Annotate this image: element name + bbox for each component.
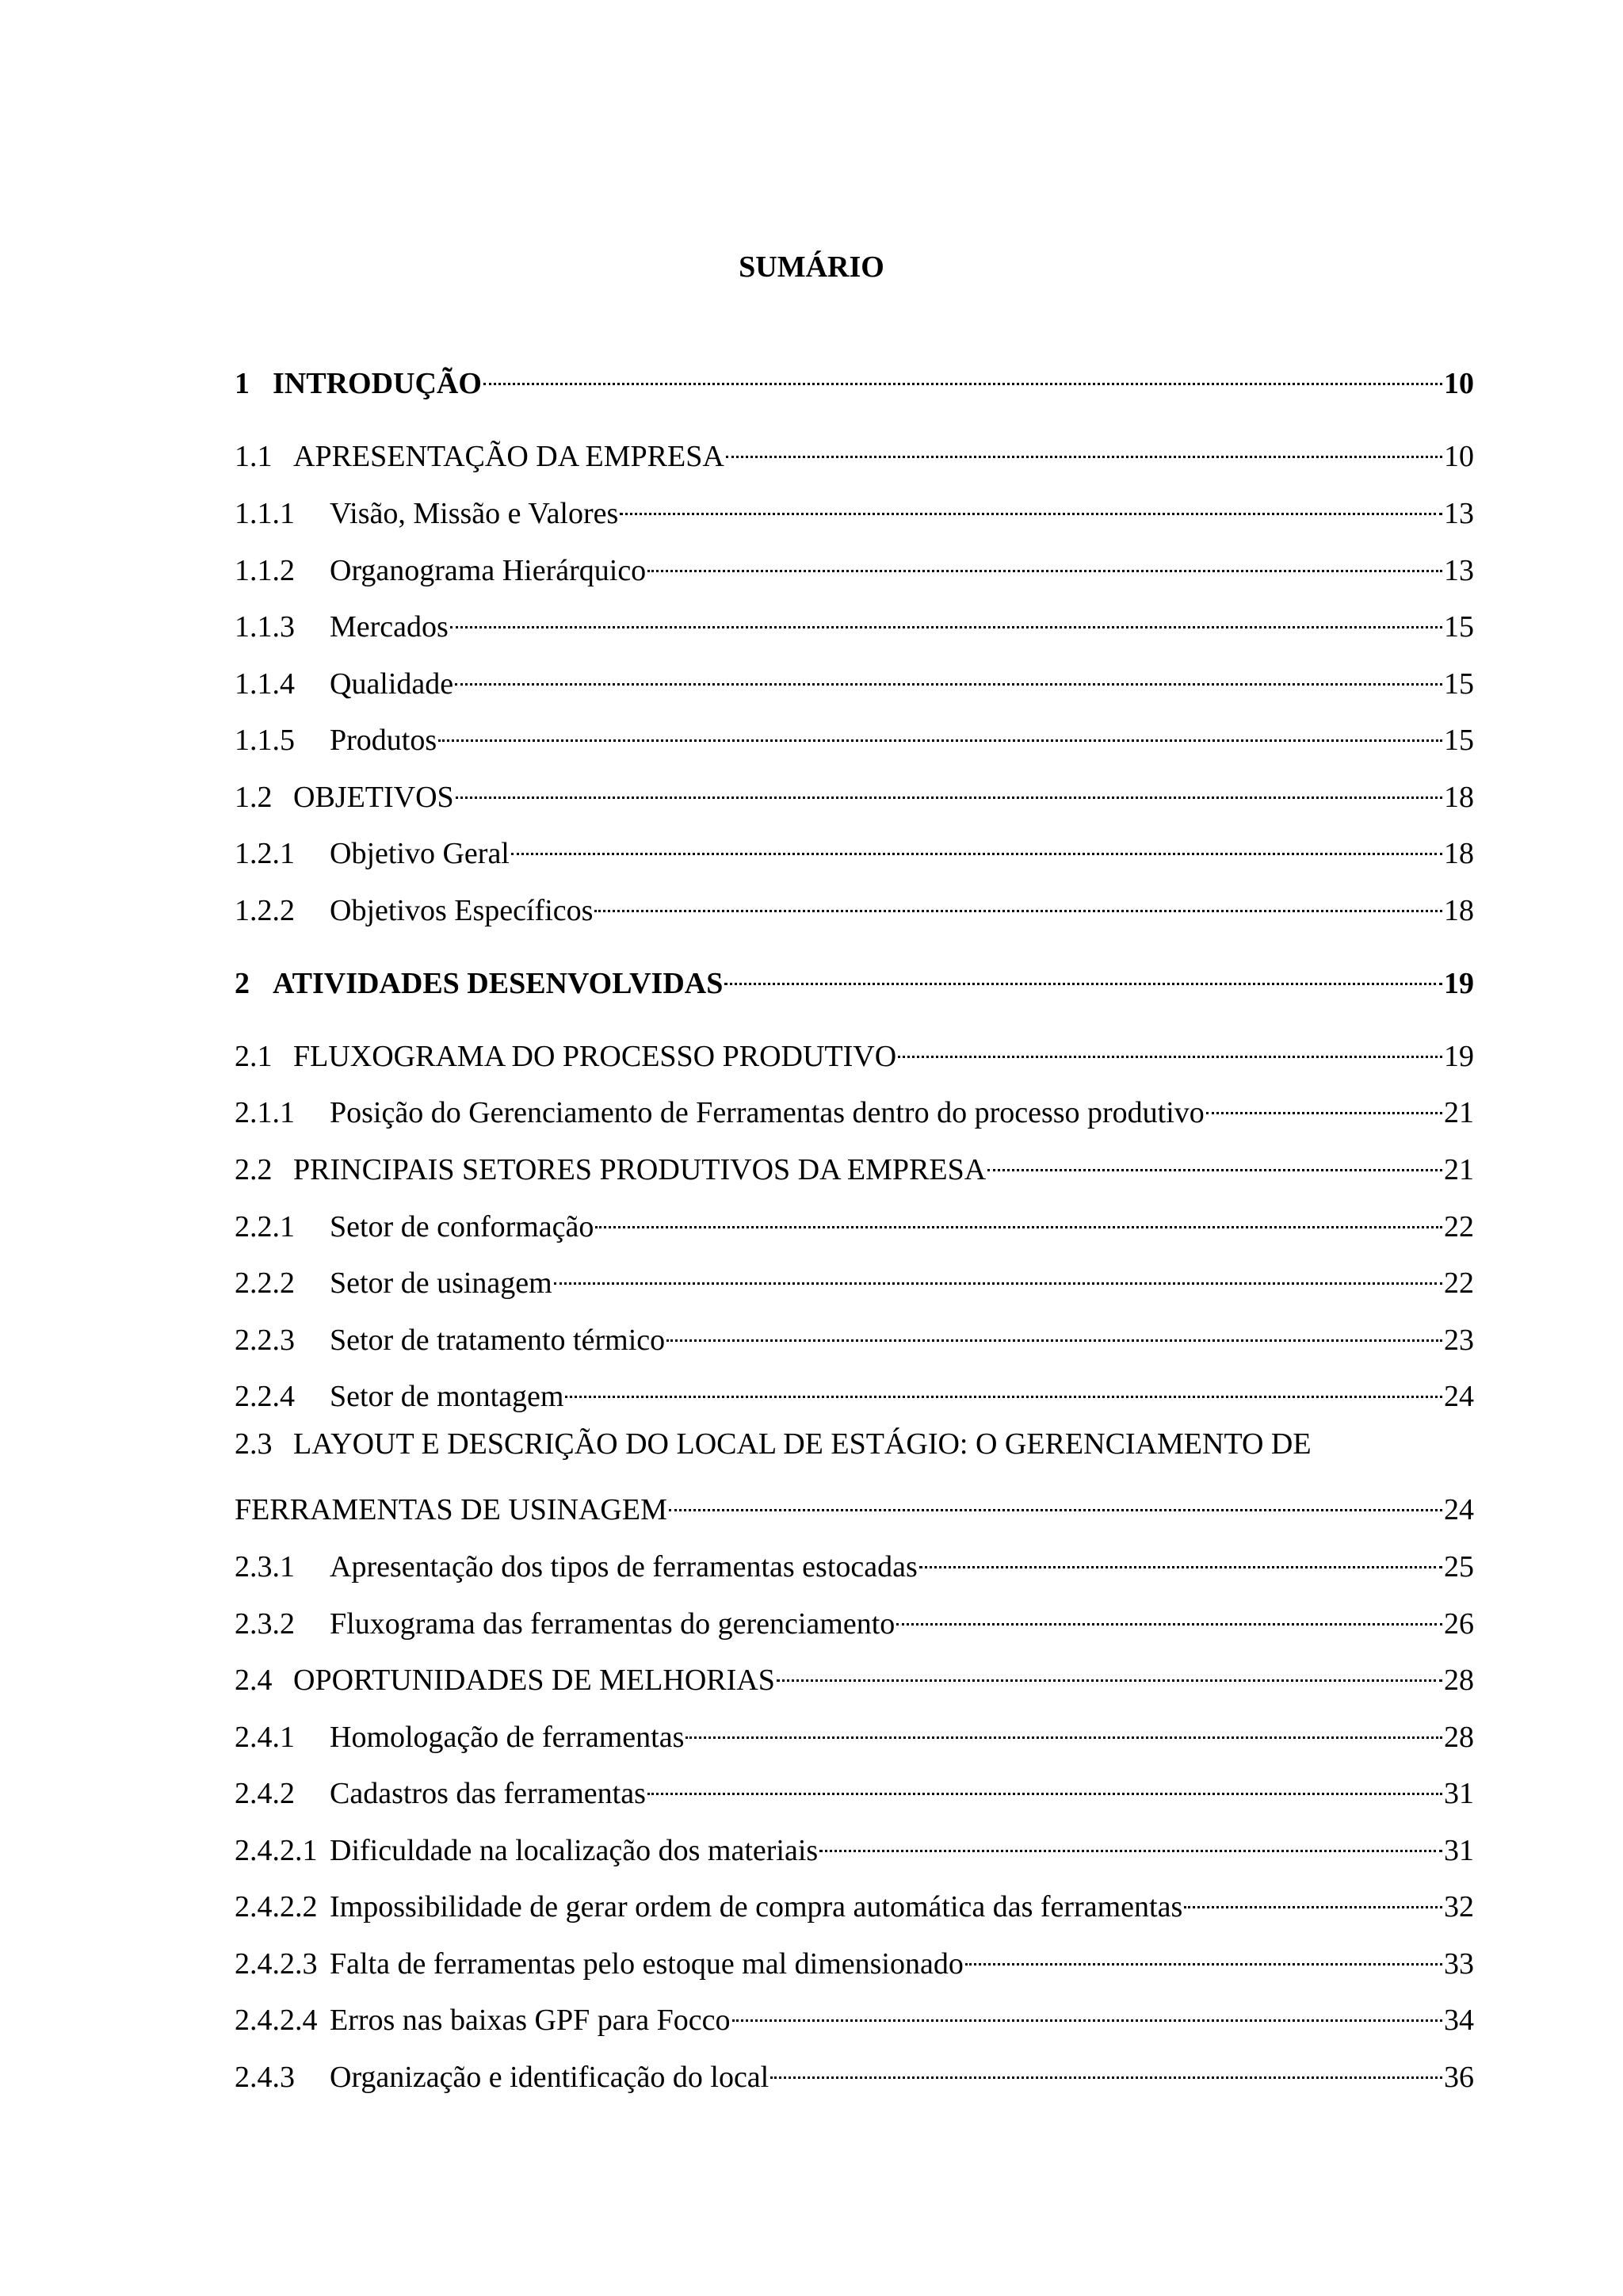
toc-entry[interactable] [235, 1084, 1474, 1129]
toc-entry-page: 31 [1444, 1834, 1474, 1867]
toc-entry-page: 15 [1444, 610, 1474, 644]
toc-entry[interactable] [235, 1425, 1474, 1463]
toc-entry-title-continuation: FERRAMENTAS DE USINAGEM [235, 1493, 667, 1526]
toc-entry-page: 26 [1444, 1607, 1474, 1641]
toc-entry-title: ATIVIDADES DESENVOLVIDAS [273, 967, 724, 1000]
toc-entry-page: 22 [1444, 1266, 1474, 1300]
toc-entry[interactable] [235, 1028, 1474, 1073]
toc-entry-number: 1.2.1 [235, 837, 295, 870]
toc-entry-number: 1.1.4 [235, 667, 295, 701]
toc-entry[interactable] [235, 542, 1474, 587]
toc-entry-number: 1.1.2 [235, 554, 295, 587]
dot-leader [438, 712, 1442, 750]
toc-entry-number: 2 [235, 967, 250, 1000]
toc-entry[interactable] [235, 882, 1474, 927]
toc-entry-title: Organograma Hierárquico [330, 554, 647, 587]
dot-leader [565, 1368, 1442, 1406]
toc-entry-page: 28 [1444, 1664, 1474, 1697]
toc-entry-page: 13 [1444, 554, 1474, 587]
dot-leader [777, 1652, 1442, 1690]
toc-entry-page: 33 [1444, 1947, 1474, 1981]
toc-entry-title: Dificuldade na localização dos materiais [330, 1834, 819, 1867]
toc-entry-number: 2.2.3 [235, 1324, 295, 1357]
toc-entry-title: INTRODUÇÃO [273, 367, 482, 400]
toc-entry-page: 19 [1444, 1040, 1474, 1073]
toc-entry-number: 1.1 [235, 440, 273, 473]
toc-entry-page: 24 [1444, 1493, 1474, 1526]
toc-entry-number: 2.4 [235, 1664, 273, 1697]
toc-entry-title: Qualidade [330, 667, 454, 701]
toc-entry-title: Organização e identificação do local [330, 2061, 769, 2094]
toc-entry-title: Produtos [330, 724, 437, 757]
dot-leader [896, 1595, 1442, 1633]
toc-entry[interactable] [235, 428, 1474, 473]
toc-entry-page: 25 [1444, 1550, 1474, 1584]
toc-entry[interactable] [235, 1935, 1474, 1981]
toc-entry[interactable] [235, 1255, 1474, 1300]
toc-entry[interactable] [235, 2049, 1474, 2094]
toc-entry[interactable] [235, 1765, 1474, 1810]
toc-entry[interactable] [235, 1992, 1474, 2037]
toc-entry-page: 18 [1444, 894, 1474, 927]
toc-entry-number: 2.4.2.3 [235, 1947, 318, 1981]
toc-entry-title: Falta de ferramentas pelo estoque mal dimensionado [330, 1947, 964, 1981]
toc-entry-page: 15 [1444, 724, 1474, 757]
dot-leader [965, 1935, 1442, 1973]
dot-leader [1184, 1878, 1442, 1916]
toc-entry-number: 2.3 [235, 1427, 273, 1461]
toc-entry-title: Objetivos Específicos [330, 894, 594, 927]
toc-entry-title: Cadastros das ferramentas [330, 1777, 646, 1810]
toc-entry-page: 22 [1444, 1210, 1474, 1244]
toc-entry-title: Fluxograma das ferramentas do gerenciamento [330, 1607, 896, 1641]
toc-entry[interactable] [235, 1652, 1474, 1697]
toc-entry-title: OBJETIVOS [293, 781, 454, 814]
dot-leader [819, 1822, 1442, 1860]
toc-entry-page: 24 [1444, 1380, 1474, 1413]
toc-entry-title: Homologação de ferramentas [330, 1721, 685, 1754]
toc-entry-title: PRINCIPAIS SETORES PRODUTIVOS DA EMPRESA [293, 1153, 987, 1186]
toc-entry-title: FLUXOGRAMA DO PROCESSO PRODUTIVO [293, 1040, 897, 1073]
toc-entry-title: OPORTUNIDADES DE MELHORIAS [293, 1664, 775, 1697]
toc-entry-title: Visão, Missão e Valores [330, 497, 619, 530]
toc-entry[interactable] [235, 1312, 1474, 1357]
toc-entry-title: Setor de usinagem [330, 1266, 552, 1300]
toc-entry[interactable] [235, 655, 1474, 701]
toc-entry-title: LAYOUT E DESCRIÇÃO DO LOCAL DE ESTÁGIO: O GERENCIAMENTO DE [293, 1427, 1312, 1461]
toc-entry-number: 2.1 [235, 1040, 273, 1073]
dot-leader [511, 825, 1442, 863]
toc-entry-page: 18 [1444, 781, 1474, 814]
toc-entry[interactable] [235, 1709, 1474, 1754]
toc-entry-number: 1.1.3 [235, 610, 295, 644]
dot-leader [647, 1765, 1442, 1803]
toc-entry-number: 1.2 [235, 781, 273, 814]
toc-entry[interactable] [235, 1595, 1474, 1641]
dot-leader [620, 485, 1442, 523]
toc-entry-page: 10 [1444, 440, 1474, 473]
toc-entry-title: Objetivo Geral [330, 837, 510, 870]
toc-entry-title: APRESENTAÇÃO DA EMPRESA [293, 440, 724, 473]
toc-entry[interactable] [235, 355, 1474, 400]
dot-leader [898, 1028, 1442, 1066]
toc-entry-number: 2.2 [235, 1153, 273, 1186]
toc-entry-page: 21 [1444, 1096, 1474, 1129]
toc-entry-number: 2.4.2 [235, 1777, 295, 1810]
dot-leader [770, 2049, 1442, 2087]
toc-entry-page: 13 [1444, 497, 1474, 530]
toc-entry[interactable] [235, 598, 1474, 644]
toc-entry-title: Setor de montagem [330, 1380, 564, 1413]
toc-entry-page: 31 [1444, 1777, 1474, 1810]
toc-entry-number: 2.2.2 [235, 1266, 295, 1300]
dot-leader [685, 1709, 1442, 1747]
toc-entry-title: Erros nas baixas GPF para Focco [330, 2004, 731, 2037]
dot-leader [594, 882, 1442, 920]
toc-entry-number: 2.2.4 [235, 1380, 295, 1413]
toc-entry-page: 32 [1444, 1890, 1474, 1924]
toc-entry-number: 2.4.2.1 [235, 1834, 318, 1867]
toc-entry[interactable] [235, 1878, 1474, 1924]
page-title: SUMÁRIO [739, 250, 884, 284]
toc-entry-page: 18 [1444, 837, 1474, 870]
toc-entry-page: 36 [1444, 2061, 1474, 2094]
dot-leader [450, 598, 1442, 636]
toc-entry-number: 2.4.2.4 [235, 2004, 318, 2037]
dot-leader [647, 542, 1442, 580]
dot-leader [554, 1255, 1442, 1293]
toc-entry[interactable] [235, 712, 1474, 757]
dot-leader [724, 955, 1442, 993]
toc-entry-title: Apresentação dos tipos de ferramentas estocadas [330, 1550, 918, 1584]
toc-entry-page: 23 [1444, 1324, 1474, 1357]
dot-leader [726, 428, 1442, 466]
toc-entry-number: 1.1.1 [235, 497, 295, 530]
toc-entry-page: 34 [1444, 2004, 1474, 2037]
toc-entry-continuation[interactable] [235, 1481, 1474, 1526]
toc-entry[interactable] [235, 1141, 1474, 1186]
toc-entry[interactable] [235, 1198, 1474, 1244]
toc-entry-title: Setor de conformação [330, 1210, 594, 1244]
dot-leader [456, 769, 1442, 807]
dot-leader [595, 1198, 1442, 1236]
toc-entry[interactable] [235, 485, 1474, 530]
dot-leader [666, 1312, 1442, 1350]
toc-entry-page: 19 [1444, 967, 1474, 1000]
toc-entry-number: 2.4.3 [235, 2061, 295, 2094]
toc-entry-page: 21 [1444, 1153, 1474, 1186]
toc-entry-page: 15 [1444, 667, 1474, 701]
dot-leader [987, 1141, 1442, 1179]
dot-leader [919, 1538, 1442, 1576]
toc-entry[interactable] [235, 769, 1474, 814]
toc-entry[interactable] [235, 1368, 1474, 1413]
toc-entry-number: 2.1.1 [235, 1096, 295, 1129]
toc-entry[interactable] [235, 1538, 1474, 1584]
toc-entry-title: Mercados [330, 610, 449, 644]
toc-entry-number: 2.4.1 [235, 1721, 295, 1754]
toc-entry-number: 1.2.2 [235, 894, 295, 927]
toc-entry-number: 2.2.1 [235, 1210, 295, 1244]
toc-entry[interactable] [235, 1822, 1474, 1867]
toc-entry[interactable] [235, 955, 1474, 1000]
toc-entry-page: 10 [1444, 367, 1474, 400]
dot-leader [455, 655, 1442, 693]
toc-entry-page: 28 [1444, 1721, 1474, 1754]
toc-entry-title: Impossibilidade de gerar ordem de compra automática das ferramentas [330, 1890, 1183, 1924]
dot-leader [483, 355, 1442, 393]
toc-entry-title: Setor de tratamento térmico [330, 1324, 666, 1357]
toc-entry-number: 2.4.2.2 [235, 1890, 318, 1924]
dot-leader [669, 1481, 1442, 1519]
dot-leader [1206, 1084, 1442, 1122]
toc-entry-title: Posição do Gerenciamento de Ferramentas dentro do processo produtivo [330, 1096, 1205, 1129]
dot-leader [732, 1992, 1442, 2030]
toc-entry-number: 1.1.5 [235, 724, 295, 757]
toc-entry-number: 2.3.2 [235, 1607, 295, 1641]
toc-entry-number: 2.3.1 [235, 1550, 295, 1584]
toc-entry[interactable] [235, 825, 1474, 870]
toc-entry-number: 1 [235, 367, 250, 400]
